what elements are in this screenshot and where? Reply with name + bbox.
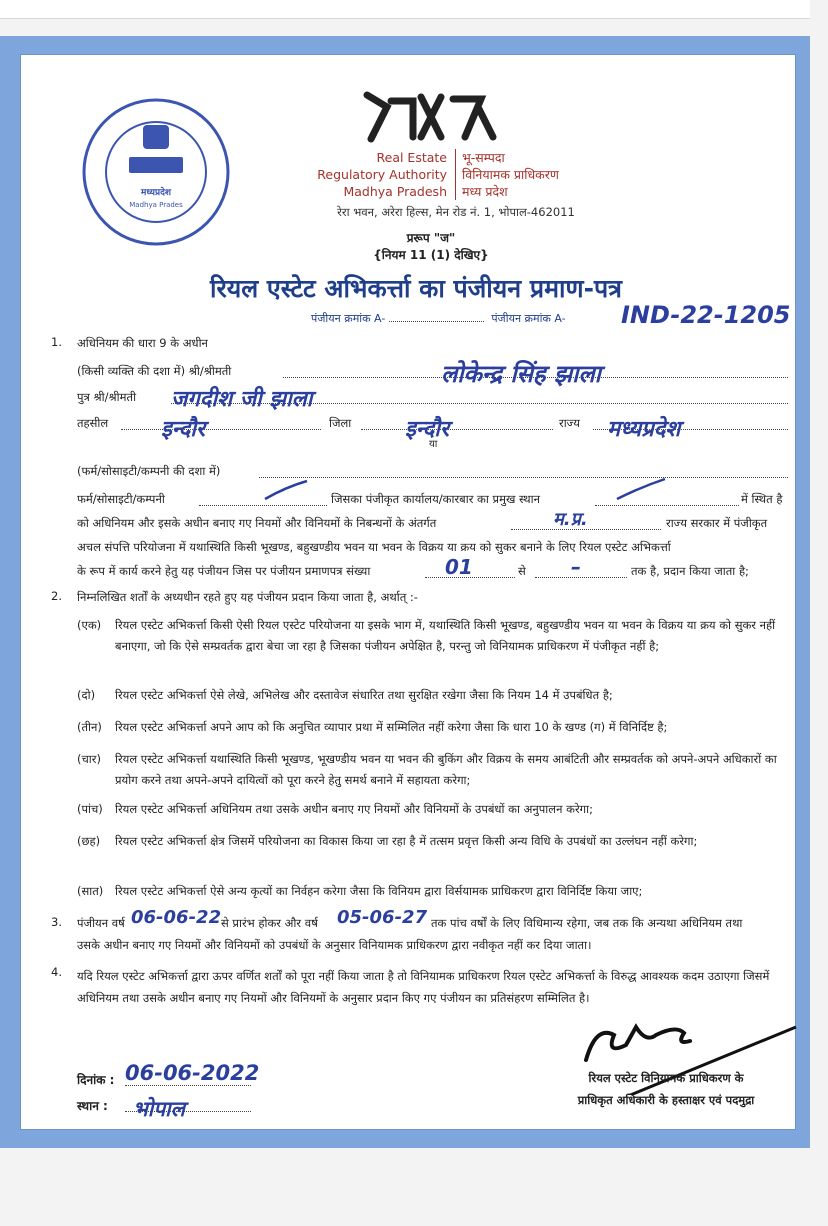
tehsil-value: इन्दौर	[161, 417, 205, 442]
header-english-line: Madhya Pradesh	[343, 184, 447, 199]
serial-to-line	[535, 577, 627, 578]
clause-item	[77, 685, 797, 706]
clause-item	[77, 881, 797, 902]
header-hindi	[455, 149, 622, 200]
state-value: मध्यप्रदेश	[607, 417, 681, 442]
firm-strike-mark	[261, 477, 311, 503]
rule-reference: {नियम 11 (1) देखिए}	[373, 248, 489, 262]
section-3-text-c: तक पांच वर्षों के लिए विधिमान्य रहेगा, जब तक कि अन्यथा अधिनियम तथा	[431, 916, 743, 930]
valid-to-value: 05-06-27	[337, 907, 428, 928]
clause-key: (छह)	[77, 834, 101, 848]
name-value: लोकेन्द्र सिंह झाला	[441, 360, 601, 388]
registration-number: IND-22-1205	[621, 301, 791, 329]
rules-line-text: को अधिनियम और इसके अधीन बनाए गए नियमों और विनियमों के निबन्धनों के अंतर्गत	[77, 516, 437, 530]
firm-hint: (फर्म/सोसाइटी/कम्पनी की दशा में)	[77, 464, 221, 478]
rera-seal-icon	[81, 97, 231, 247]
property-line-text: अचल संपत्ति परियोजना में यथास्थिति किसी भूखण्ड, बहुखण्डीय भवन या भवन के विक्रय या क्रय को सुकर बनाने के लिए रियल एस्टेट अभिकर्त्ता	[77, 540, 671, 554]
authority-line: रियल एस्टेट विनियामक प्राधिकरण के	[588, 1071, 744, 1085]
authority-signature-block	[536, 1067, 796, 1111]
clause-item	[77, 749, 797, 791]
clause-item	[77, 799, 797, 820]
office-label: जिसका पंजीकृत कार्यालय/कारबार का प्रमुख स्थान	[331, 492, 540, 506]
clause-text: रियल एस्टेट अभिकर्त्ता यथास्थिति किसी भूखण्ड, भूखण्डीय भवन या भवन की बुकिंग और विक्रय के समय आबंटिती और सम्प्रवर्तक को अपने-अपने अधिकारों का प्रयोग करने तथा अपने-अपने दायित्वों को पूरा करने हेतु समर्थ बनाने में सहायता करेगा;	[115, 752, 777, 787]
tehsil-line	[121, 429, 321, 430]
date-line	[125, 1085, 251, 1086]
office-strike-mark	[613, 475, 669, 503]
certificate-border	[0, 36, 810, 1148]
certificate-title: रियल एस्टेट अभिकर्त्ता का पंजीयन प्रमाण-पत्र	[210, 274, 622, 303]
clause-item	[77, 717, 797, 738]
clause-key: (सात)	[77, 884, 104, 898]
state-gov-text: राज्य सरकार में पंजीकृत	[666, 516, 768, 530]
serial-from-value: 01	[445, 555, 473, 579]
section-3-text-d: उसके अधीन बनाए गए नियमों और विनियमों को उपबंधों के अनुसार विनियामक प्राधिकरण द्वारा नवीकृत नहीं कर दिया जाता।	[77, 938, 592, 952]
registration-labels	[311, 311, 566, 326]
section-3-number: 3.	[51, 915, 62, 929]
section-4-text: यदि रियल एस्टेट अभिकर्त्ता द्वारा ऊपर वर्णित शर्तों को पूरा नहीं किया जाता है तो विनियामक प्राधिकरण रियल एस्टेट अभिकर्त्ता के विरुद्ध आवश्यक कदम उठाएगा जिसमें अधिनियम तथा उसके अधीन बनाए गए नियमों और विनियमों के अनुसार प्रदान किए गए पंजीयन का प्रतिसंहरण सम्मिलित है।	[77, 969, 770, 1005]
clause-item	[77, 831, 797, 852]
clause-key: (एक)	[77, 618, 102, 632]
district-value: इन्दौर	[405, 417, 449, 442]
header-hindi-line: विनियामक प्राधिकरण	[462, 167, 559, 182]
place-value: भोपाल	[133, 1097, 185, 1121]
clause-key: (पांच)	[77, 802, 103, 816]
parent-value: जगदीश जी झाला	[171, 387, 313, 412]
header-address: रेरा भवन, अरेरा हिल्स, मेन रोड नं. 1, भोपाल-462011	[337, 205, 575, 219]
clause-text: रियल एस्टेट अभिकर्त्ता अपने आप को कि अनुचित व्यापार प्रथा में सम्मिलित नहीं करेगा जैसा कि धारा 10 के खण्ड (ग) में विनिर्दिष्ट है;	[115, 720, 668, 734]
district-line	[361, 429, 553, 430]
authority-line: प्राधिकृत अधिकारी के हस्ताक्षर एवं पदमुद्रा	[577, 1093, 755, 1107]
section-1-intro: अधिनियम की धारा 9 के अधीन	[77, 336, 208, 350]
section-2-number: 2.	[51, 589, 62, 603]
clause-item	[77, 615, 797, 657]
form-reference	[271, 230, 591, 264]
form-name: प्ररूप "ज"	[406, 231, 456, 245]
seal-center-text: मध्यप्रदेश	[140, 188, 172, 198]
header-english	[301, 149, 447, 200]
parent-label: पुत्र श्री/श्रीमती	[77, 390, 137, 404]
header-hindi-line: भू-सम्पदा	[462, 150, 505, 165]
header-english-line: Regulatory Authority	[317, 167, 447, 182]
clause-text: रियल एस्टेट अभिकर्त्ता अधिनियम तथा उसके अधीन बनाए गए नियमों और विनियमों के उपबंधों का अनुपालन करेगा;	[115, 802, 593, 816]
valid-from-value: 06-06-22	[131, 907, 222, 928]
seal-sub-text: Madhya Prades	[129, 201, 183, 209]
clause-key: (दो)	[77, 688, 96, 702]
serial-to-value: –	[571, 555, 581, 579]
individual-hint: (किसी व्यक्ति की दशा में) श्री/श्रीमती	[77, 364, 232, 378]
section-4-number: 4.	[51, 965, 62, 979]
section-3-text-b: से प्रारंभ होकर और वर्ष	[221, 916, 318, 930]
or-text: या	[429, 439, 438, 450]
header-hindi-line: मध्य प्रदेश	[462, 184, 508, 199]
date-label: दिनांक :	[77, 1073, 115, 1087]
section-3-text-a: पंजीयन वर्ष	[77, 916, 125, 930]
place-label: स्थान :	[77, 1099, 108, 1113]
header-english-line: Real Estate	[376, 150, 447, 165]
registration-label: पंजीयन क्रमांक A-	[491, 312, 566, 325]
registration-label: पंजीयन क्रमांक A-	[311, 312, 386, 325]
clause-text: रियल एस्टेट अभिकर्त्ता ऐसे अन्य कृत्यों का निर्वहन करेगा जैसा कि विनियम द्वारा विर्सयामक प्राधिकरण द्वारा विनिर्दिष्ट किया जाए;	[115, 884, 643, 898]
clause-key: (तीन)	[77, 720, 102, 734]
firm-hint-line	[259, 477, 788, 478]
state-label: राज्य	[559, 416, 580, 430]
clause-text: रियल एस्टेट अभिकर्त्ता ऐसे लेखे, अभिलेख और दस्तावेज संधारित तथा सुरक्षित रखेगा जैसा कि नियम 14 में उपबंधित है;	[115, 688, 613, 702]
firm-line	[199, 505, 327, 506]
district-label: जिला	[329, 416, 352, 430]
top-strip	[0, 0, 810, 19]
situated-text: में स्थित है	[741, 492, 783, 506]
section-1-number: 1.	[51, 335, 62, 349]
date-value: 06-06-2022	[125, 1061, 260, 1085]
firm-label: फर्म/सोसाइटी/कम्पनी	[77, 492, 165, 506]
clause-text: रियल एस्टेट अभिकर्त्ता क्षेत्र जिसमें परियोजना का विकास किया जा रहा है में तत्सम प्रवृत्त किसी अन्य विधि के उपबंधों का उल्लंघन नहीं करेगा;	[115, 834, 698, 848]
serial-line-text: के रूप में कार्य करने हेतु यह पंजीयन जिस पर पंजीयन प्रमाणपत्र संख्या	[77, 564, 371, 578]
serial-se-text: से	[518, 564, 526, 578]
certificate-page	[20, 54, 796, 1130]
rera-logo-icon	[361, 87, 501, 145]
clause-key: (चार)	[77, 752, 101, 766]
office-line	[595, 505, 739, 506]
tehsil-label: तहसील	[77, 416, 109, 430]
clause-text: रियल एस्टेट अभिकर्त्ता किसी ऐसी रियल एस्टेट परियोजना या इसके भाग में, यथास्थिति किसी भूखण्ड, बहुखण्डीय भवन या भवन के विक्रय या क्रय को सुकर नहीं बनाएगा, जो कि ऐसे सम्प्रवर्तक द्वारा बेचा जा रहा है जिसका पंजीयन अपेक्षित है, परन्तु जो विनियामक प्राधिकरण में पंजीकृत नहीं है;	[115, 618, 776, 653]
state-short-value: म.प्र.	[553, 509, 588, 530]
serial-end-text: तक है, प्रदान किया जाता है;	[631, 564, 749, 578]
section-2-intro: निम्नलिखित शर्तों के अध्यधीन रहते हुए यह पंजीयन प्रदान किया जाता है, अर्थात् :-	[77, 590, 418, 604]
